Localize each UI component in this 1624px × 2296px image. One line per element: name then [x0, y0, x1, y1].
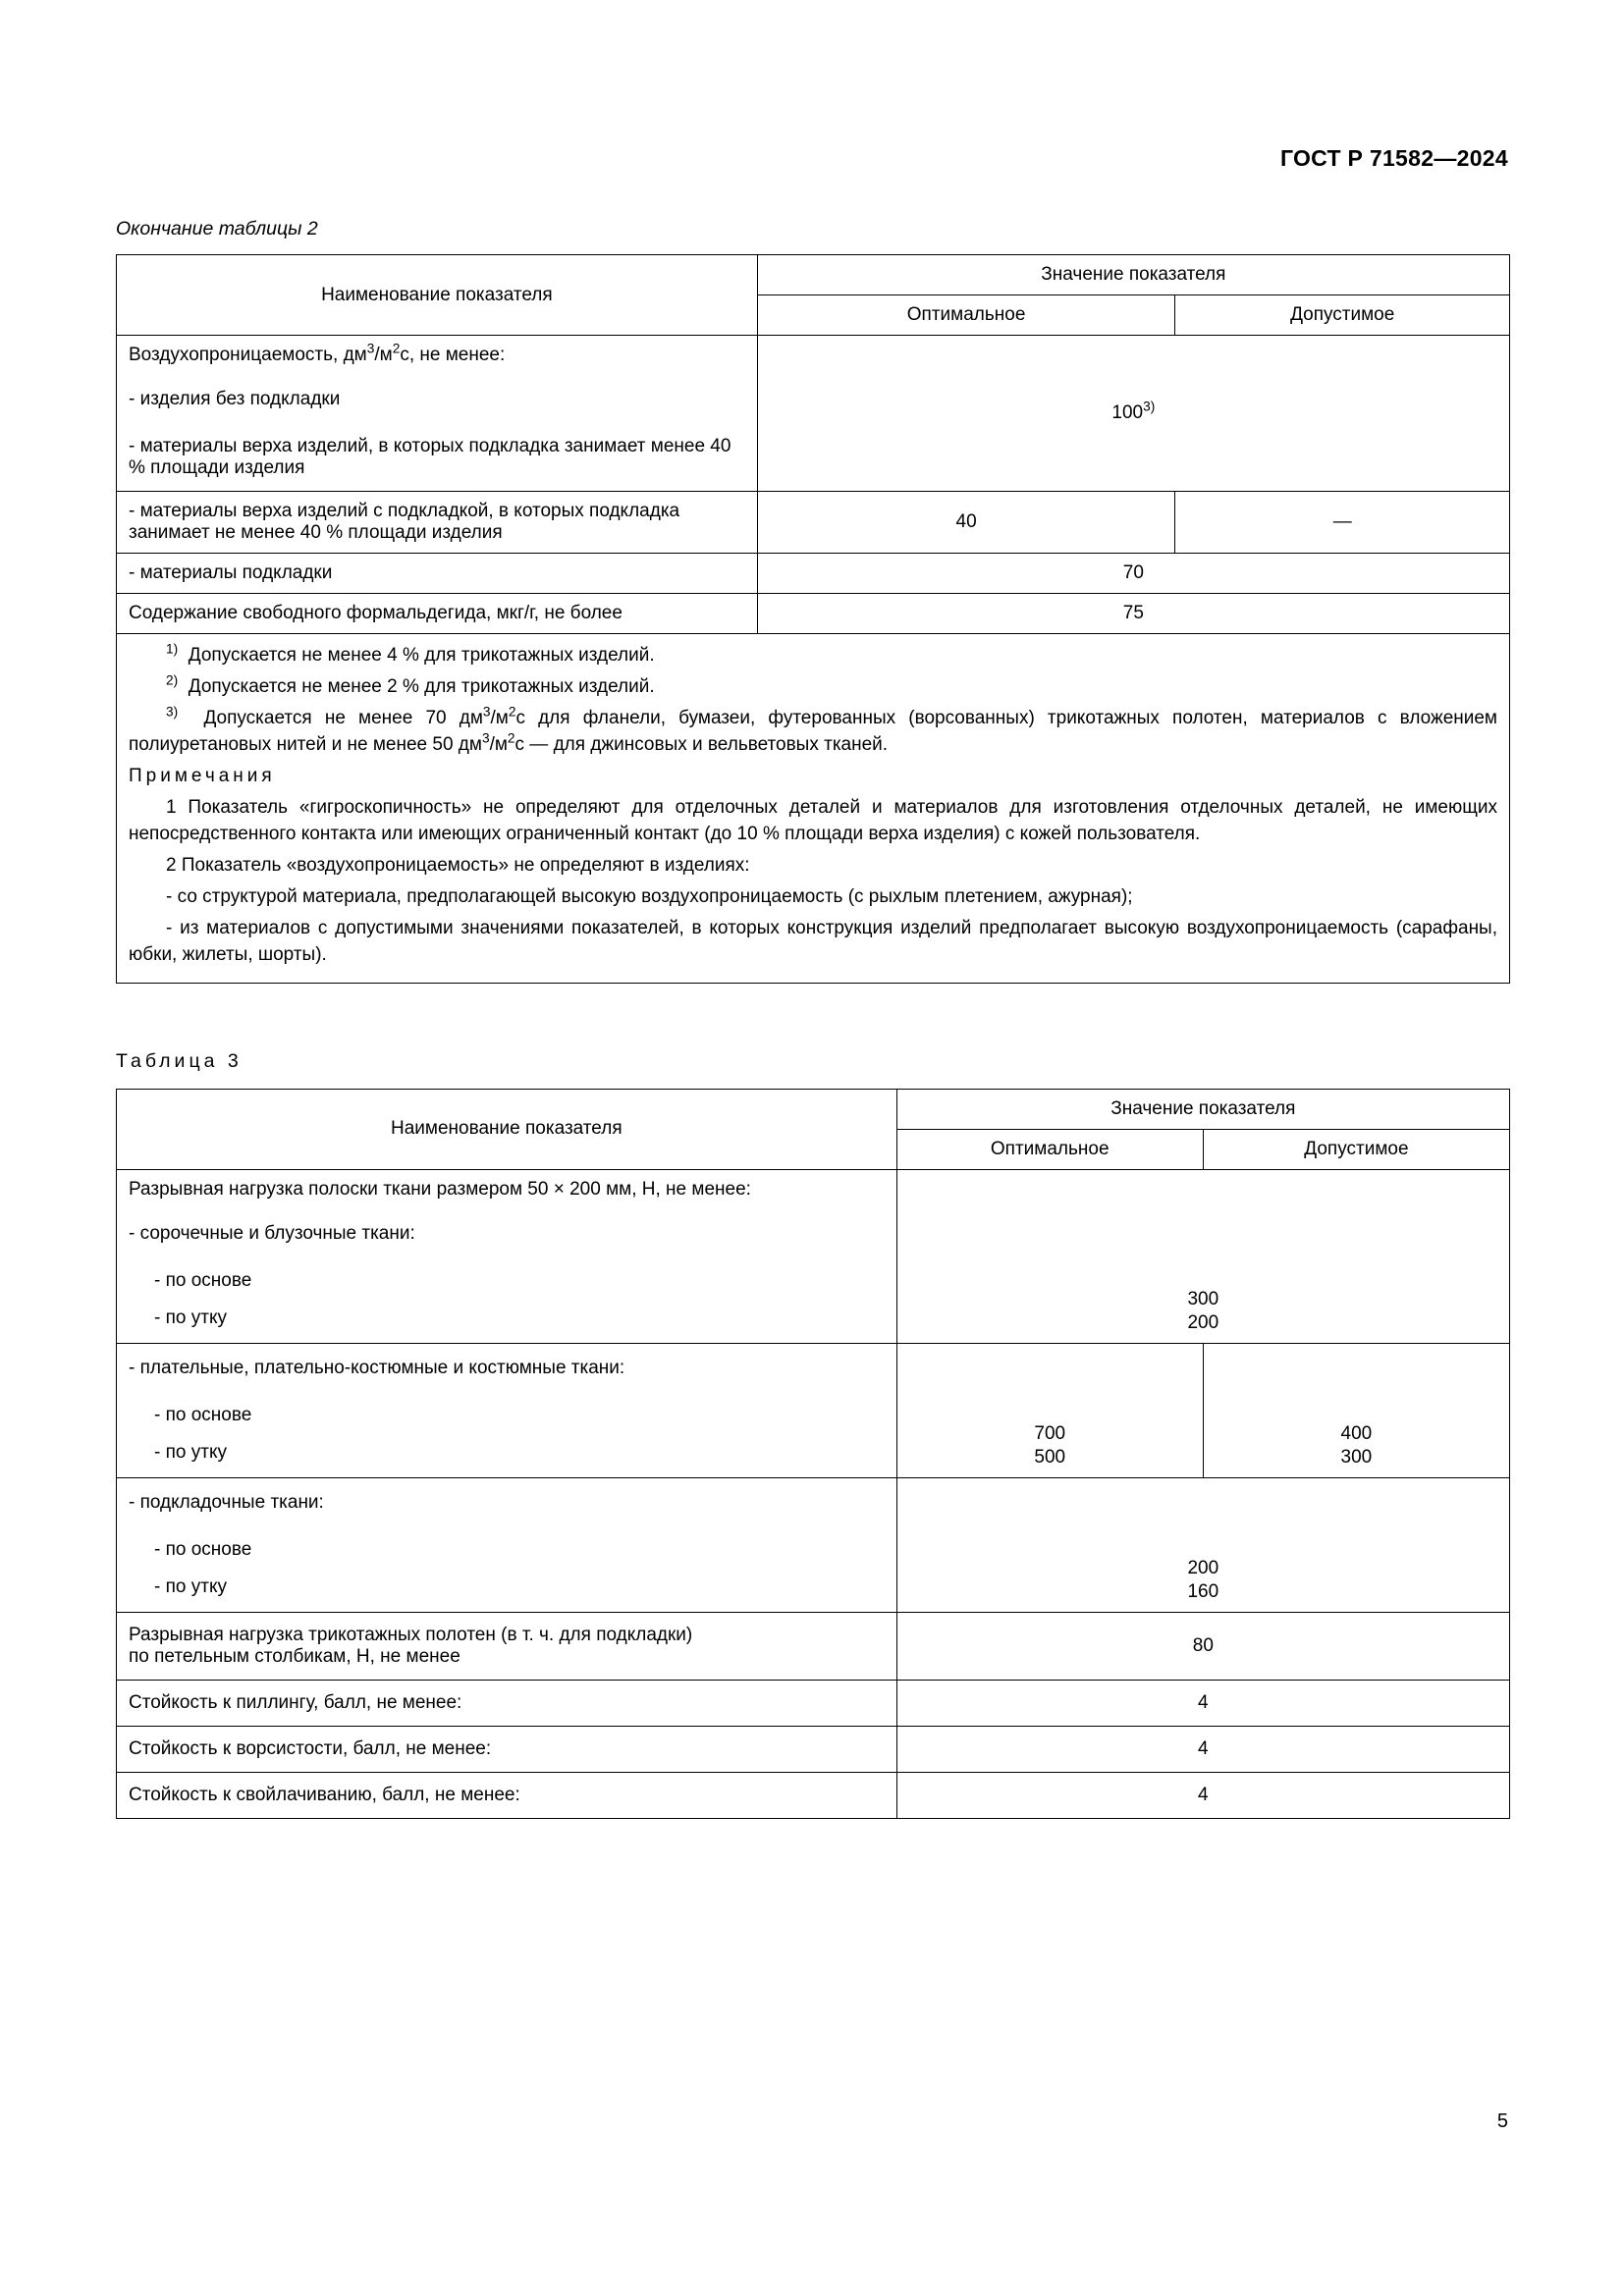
table3-row10-name: Разрывная нагрузка трикотажных полотен (в т. ч. для подкладки) по петельным столбикам, Н, не менее [117, 1612, 897, 1680]
table3-rows-8-9-value [896, 1477, 1509, 1612]
table2-row5-value: 75 [757, 594, 1509, 634]
table-row [117, 1169, 1510, 1209]
table-row [117, 554, 1510, 594]
table3-row0-name: Разрывная нагрузка полоски ткани размером 50 × 200 мм, Н, не менее: [117, 1169, 897, 1209]
table3-row11-value: 4 [896, 1680, 1509, 1726]
table-row [117, 255, 1510, 295]
table2-row4-name: - материалы подкладки [117, 554, 758, 594]
table2-wrapper [116, 254, 1510, 984]
table3-row5-allowed: 400 [1340, 1422, 1373, 1444]
table2-row4-value: 70 [757, 554, 1509, 594]
table-2 [116, 254, 1510, 984]
table3-row2-value: 300 [1187, 1288, 1219, 1309]
table2-caption: Окончание таблицы 2 [116, 218, 318, 240]
table3-row6-name: - по утку [117, 1434, 897, 1478]
table-row [117, 1680, 1510, 1726]
table3-row6-optimal: 500 [1034, 1446, 1066, 1468]
table3-row12-name: Стойкость к ворсистости, балл, не менее: [117, 1726, 897, 1772]
table3-row8-value: 200 [1187, 1557, 1219, 1578]
table3-row7-name: - подкладочные ткани: [117, 1477, 897, 1527]
table3-row9-value: 160 [1187, 1580, 1219, 1602]
table-3 [116, 1089, 1510, 1819]
footnote-2: $^{2)}$ Допускается не менее 2 % для трикотажных изделий. [166, 672, 655, 697]
table-row [117, 492, 1510, 554]
footnote-3: $^{3)}$ Допускается не менее 70 $дм^3/м^2с$ для фланели, бумазеи, футерованных (ворсованных) трикотажных полотен, материалов с вложением полиуретановых нитей и не менее 50 $дм^3/м^2с$ — для джинсовых и вельветовых тканей. [129, 704, 1497, 755]
note-2-item-2: - из материалов с допустимыми значениями показателей, в которых конструкция изделий предполагает высокую воздухопроницаемость (сарафаны, юбки, жилеты, шорты). [129, 917, 1497, 965]
table2-row3-optimal: 40 [757, 492, 1175, 554]
table2-header-allowed: Допустимое [1175, 295, 1510, 336]
table2-row1-name: - изделия без подкладки [117, 375, 758, 424]
table2-row2-name: - материалы верха изделий, в которых подкладка занимает менее 40 % площади изделия [117, 424, 758, 492]
table3-row12-value: 4 [896, 1726, 1509, 1772]
page-number: 5 [1496, 2110, 1508, 2132]
table3-row5-name: - по основе [117, 1393, 897, 1434]
table-row [117, 1477, 1510, 1527]
notes-title: Примечания [129, 765, 276, 786]
table2-notes [117, 634, 1510, 984]
table3-rows-5-6-allowed [1203, 1343, 1509, 1477]
table3-row9-name: - по утку [117, 1569, 897, 1613]
table3-row1-name: - сорочечные и блузочные ткани: [117, 1209, 897, 1258]
page-content [116, 218, 1510, 1819]
table3-caption: Таблица 3 [116, 1049, 243, 1072]
table2-row3-allowed: — [1175, 492, 1510, 554]
table-row [117, 1726, 1510, 1772]
page-header-standard-number: ГОСТ Р 71582—2024 [1279, 145, 1508, 171]
table2-header-value-group: Значение показателя [757, 255, 1509, 295]
table2-row0-value: 100$^{3)}$ [757, 336, 1509, 492]
table3-row5-optimal: 700 [1034, 1422, 1066, 1444]
note-2-item-1: - со структурой материала, предполагающей высокую воздухопроницаемость (с рыхлым плетением, ажурная); [166, 885, 1133, 907]
footnote-1: $^{1)}$ Допускается не менее 4 % для трикотажных изделий. [166, 641, 655, 666]
table3-row2-name: - по основе [117, 1258, 897, 1300]
table2-notes-row [117, 634, 1510, 984]
table3-row13-name: Стойкость к свойлачиванию, балл, не менее: [117, 1772, 897, 1818]
table3-header-value-group: Значение показателя [896, 1089, 1509, 1129]
table2-row3-name: - материалы верха изделий с подкладкой, в которых подкладка занимает не менее 40 % площади изделия [117, 492, 758, 554]
table-row [117, 1089, 1510, 1129]
table3-row3-value: 200 [1187, 1311, 1219, 1333]
table2-header-name: Наименование показателя [117, 255, 758, 336]
table2-row0-name: Воздухопроницаемость, $дм^3/м^2с$, не менее: [117, 336, 758, 376]
table3-header-allowed: Допустимое [1203, 1129, 1509, 1169]
table3-header-optimal: Оптимальное [896, 1129, 1203, 1169]
table3-row11-name: Стойкость к пиллингу, балл, не менее: [117, 1680, 897, 1726]
table-row [117, 1772, 1510, 1818]
table3-row6-allowed: 300 [1340, 1446, 1373, 1468]
table3-header-name: Наименование показателя [117, 1089, 897, 1169]
section-gap [116, 993, 1510, 1050]
table3-row13-value: 4 [896, 1772, 1509, 1818]
table-row [117, 336, 1510, 376]
table3-row4-name: - плательные, плательно-костюмные и костюмные ткани: [117, 1343, 897, 1393]
table3-rows-5-6-optimal [896, 1343, 1203, 1477]
table3-rows-0-3-value [896, 1169, 1509, 1343]
table-row [117, 1343, 1510, 1393]
table3-row10-value: 80 [896, 1612, 1509, 1680]
table3-row8-name: - по основе [117, 1527, 897, 1569]
table-row [117, 594, 1510, 634]
table-row [117, 1612, 1510, 1680]
note-1: 1 Показатель «гигроскопичность» не определяют для отделочных деталей и материалов для изготовления отделочных деталей, не имеющих непосредственного контакта или имеющих ограниченный контакт (до 10 % площади верха изделия) с кожей пользователя. [129, 796, 1497, 844]
table2-header-optimal: Оптимальное [757, 295, 1175, 336]
table2-row5-name: Содержание свободного формальдегида, мкг/г, не более [117, 594, 758, 634]
note-2: 2 Показатель «воздухопроницаемость» не определяют в изделиях: [166, 854, 750, 876]
table3-row3-name: - по утку [117, 1300, 897, 1344]
